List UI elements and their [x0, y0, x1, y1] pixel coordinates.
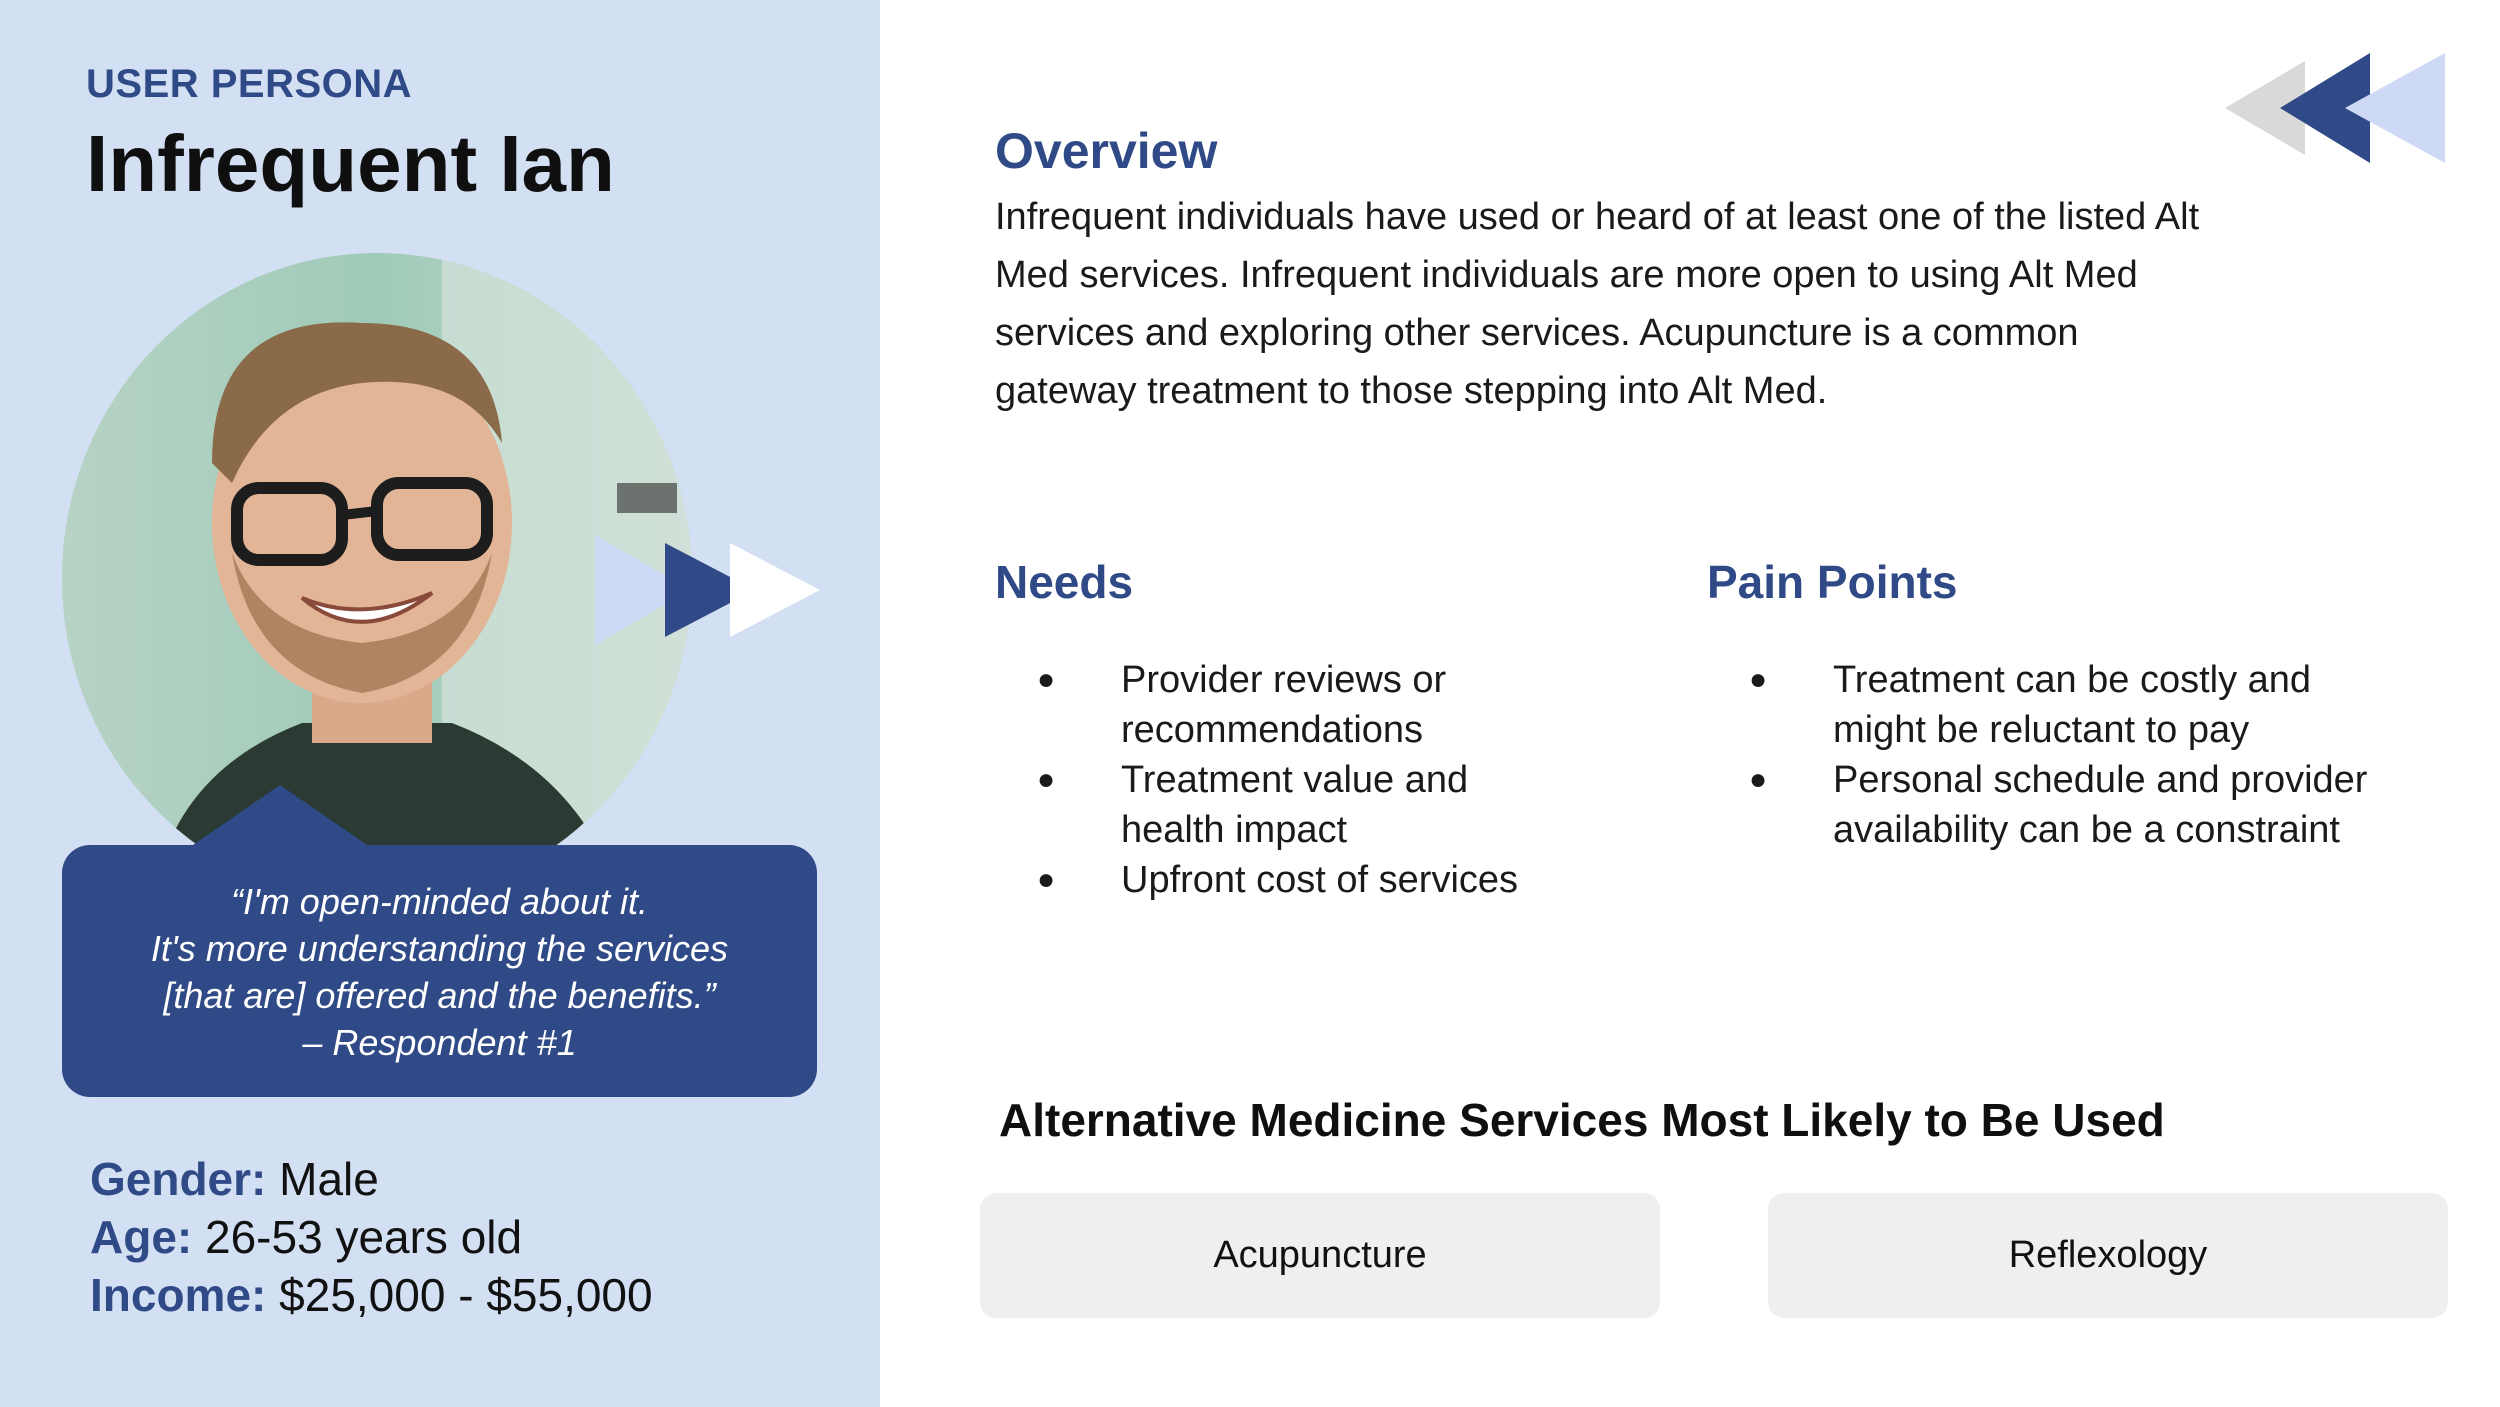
list-item: ● Provider reviews or recommendations — [995, 655, 1635, 755]
service-card-reflexology: Reflexology — [1768, 1193, 2448, 1318]
demographic-gender: Gender: Male — [90, 1153, 379, 1205]
demographic-income: Income: $25,000 - $55,000 — [90, 1269, 653, 1321]
bullet-dot-icon: ● — [1037, 663, 1056, 696]
triple-arrow-right-icon — [595, 535, 825, 645]
bullet-dot-icon: ● — [1749, 763, 1768, 796]
needs-list — [995, 655, 1635, 905]
bullet-dot-icon: ● — [1749, 663, 1768, 696]
list-item: ● Upfront cost of services — [995, 855, 1635, 905]
needs-heading: Needs — [995, 556, 1134, 608]
list-item: ● Personal schedule and provider availability can be a constraint — [1707, 755, 2467, 855]
respondent-quote: “I'm open-minded about it. It's more understanding the services [that are] offered and the benefits.” – Respondent #1 — [150, 881, 729, 1063]
persona-name: Infrequent Ian — [86, 119, 615, 208]
bullet-dot-icon: ● — [1037, 763, 1056, 796]
service-card-acupuncture: Acupuncture — [980, 1193, 1660, 1318]
list-item: ● Treatment value and health impact — [995, 755, 1635, 855]
overview-heading: Overview — [995, 123, 1218, 179]
quote-pointer — [190, 785, 370, 847]
overview-text: Infrequent individuals have used or heard of at least one of the listed Alt Med services. Infrequent individuals are more open to using Alt Med services and exploring other services. Acupuncture is a common gateway treatment to those stepping into Alt Med. — [995, 196, 2200, 412]
triple-arrow-left-icon — [2225, 53, 2445, 163]
services-heading: Alternative Medicine Services Most Likely to Be Used — [999, 1094, 2165, 1146]
bullet-dot-icon: ● — [1037, 863, 1056, 896]
pain-points-list — [1707, 655, 2467, 855]
persona-eyebrow: USER PERSONA — [86, 62, 413, 106]
pain-points-heading: Pain Points — [1707, 556, 1958, 608]
demographic-age: Age: 26-53 years old — [90, 1211, 523, 1263]
list-item: ● Treatment can be costly and might be reluctant to pay — [1707, 655, 2467, 755]
